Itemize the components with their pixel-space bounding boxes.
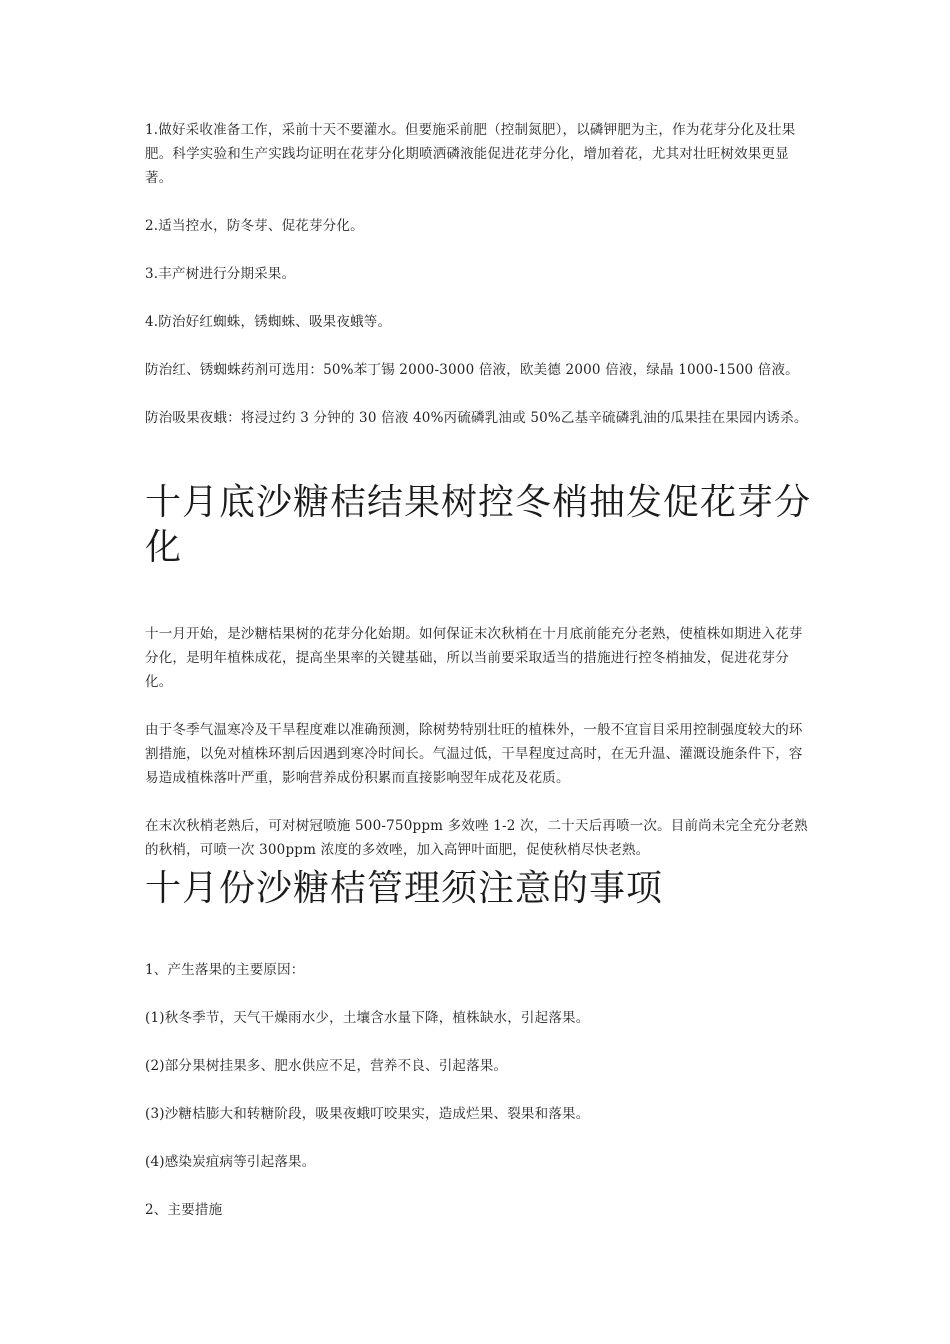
paragraph-flower-bud-intro: 十一月开始，是沙糖桔果树的花芽分化始期。如何保证末次秋梢在十月底前能充分老熟，使植株如期进入花芽分化，是明年植株成花，提高坐果率的关键基础，所以当前要采取适当的措施进行控冬梢抽发，促进花芽分化。 (145, 626, 803, 690)
heading-winter-shoot-control: 十月底沙糖桔结果树控冬梢抽发促花芽分化 (145, 482, 812, 568)
paragraph-item-3: 3.丰产树进行分期采果。 (145, 266, 296, 282)
paragraph-pesticide-mites: 防治红、锈蜘蛛药剂可选用：50%苯丁锡 2000-3000 倍液，欧美德 2000 倍液，绿晶 1000-1500 倍液。 (145, 362, 799, 378)
paragraph-paclobutrazol: 在末次秋梢老熟后，可对树冠喷施 500-750ppm 多效唑 1-2 次，二十天后再喷一次。目前尚未完全充分老熟的秋梢，可喷一次 300ppm 浓度的多效唑，加入高钾叶面肥，促使秋梢尽快老熟。 (145, 818, 808, 858)
heading-october-management: 十月份沙糖桔管理须注意的事项 (145, 868, 664, 909)
list-item-cause-2: (2)部分果树挂果多、肥水供应不足，营养不良、引起落果。 (145, 1058, 508, 1074)
paragraph-pesticide-moth: 防治吸果夜蛾：将浸过约 3 分钟的 30 倍液 40%丙硫磷乳油或 50%乙基辛硫磷乳油的瓜果挂在果园内诱杀。 (145, 410, 808, 426)
paragraph-item-4: 4.防治好红蜘蛛，锈蜘蛛、吸果夜蛾等。 (145, 314, 392, 330)
list-item-cause-1: (1)秋冬季节，天气干燥雨水少，土壤含水量下降，植株缺水，引起落果。 (145, 1010, 590, 1026)
list-item-main-measures: 2、主要措施 (145, 1202, 223, 1218)
paragraph-item-2: 2.适当控水，防冬芽、促花芽分化。 (145, 218, 364, 234)
paragraph-girdling-caution: 由于冬季气温寒冷及干旱程度难以准确预测，除树势特别壮旺的植株外，一般不宜盲目采用控制强度较大的环割措施，以免对植株环割后因遇到寒冷时间长。气温过低，干旱程度过高时，在无升温、灌溉设施条件下，容易造成植株落叶严重，影响营养成份积累而直接影响翌年成花及花质。 (145, 722, 803, 786)
list-item-fruit-drop-causes: 1、产生落果的主要原因： (145, 962, 305, 978)
list-item-cause-3: (3)沙糖桔膨大和转糖阶段，吸果夜蛾叮咬果实，造成烂果、裂果和落果。 (145, 1106, 590, 1122)
paragraph-item-1: 1.做好采收准备工作，采前十天不要灌水。但要施采前肥（控制氮肥），以磷钾肥为主，作为花芽分化及壮果肥。科学实验和生产实践均证明在花芽分化期喷洒磷液能促进花芽分化，增加着花，尤其对壮旺树效果更显著。 (145, 122, 796, 186)
list-item-cause-4: (4)感染炭疽病等引起落果。 (145, 1154, 316, 1170)
